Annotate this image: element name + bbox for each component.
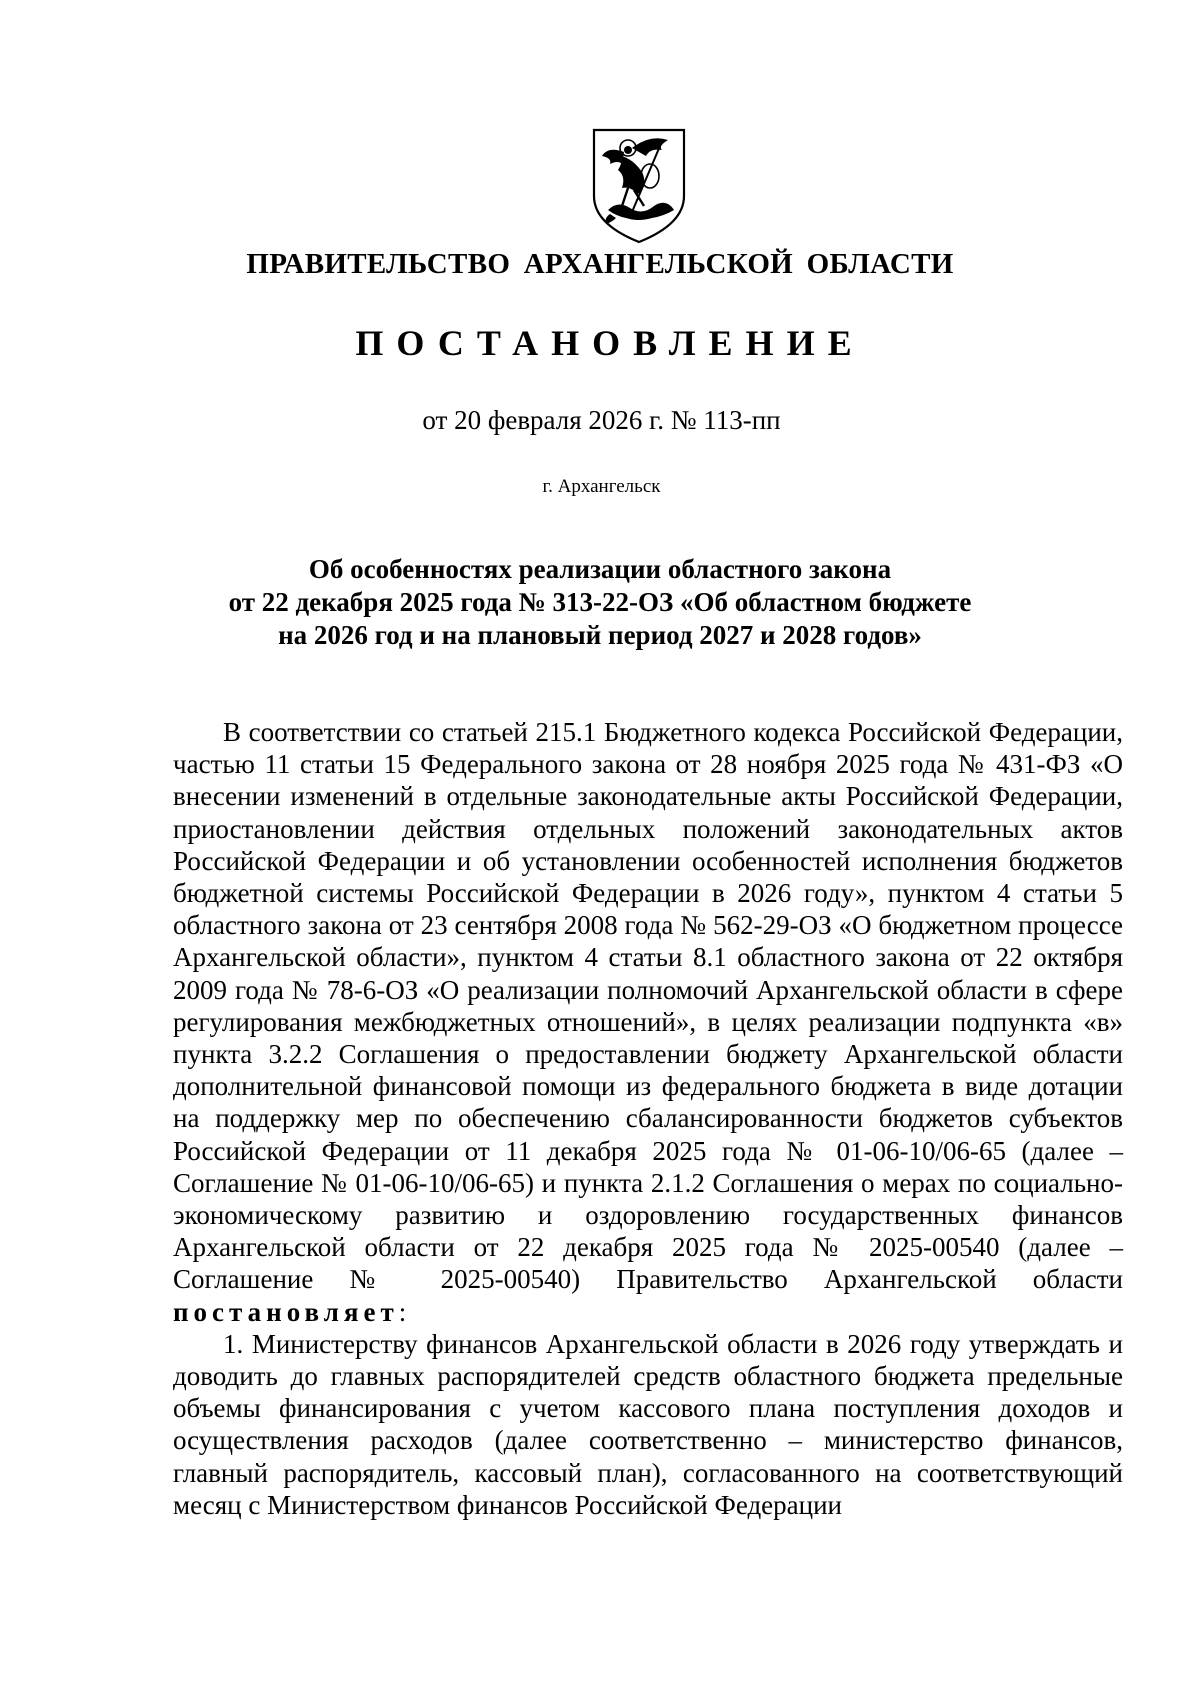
document-city: г. Архангельск <box>542 476 661 497</box>
government-title: ПРАВИТЕЛЬСТВО АРХАНГЕЛЬСКОЙ ОБЛАСТИ <box>246 248 954 280</box>
decree-word: постановляет <box>173 1296 399 1327</box>
subject-line-3: на 2026 год и на плановый период 2027 и 2028 годов» <box>278 620 922 650</box>
preamble-text: В соответствии со статьей 215.1 Бюджетного кодекса Российской Федерации, частью 11 статьи 15 Федерального закона от 28 ноября 2025 года № 431-ФЗ «О внесении изменений в отдельные законодательные акты Российской Федерации, приостановлении действия отдельных положений законодательных актов Российской Федерации и об установлении особенностей исполнения бюджетов бюджетной системы Российской Федерации в 2026 году», пунктом 4 статьи 5 областного закона от 23 сентября 2008 года № 562-29-ОЗ «О бюджетном процессе Архангельской области», пунктом 4 статьи 8.1 областного закона от 22 октября 2009 года № 78-6-ОЗ «О реализации полномочий Архангельской области в сфере регулирования межбюджетных отношений», в целях реализации подпункта «в» пункта 3.2.2 Соглашения о предоставлении бюджету Архангельской области дополнительной финансовой помощи из федерального бюджета в виде дотации на поддержку мер по обеспечению сбалансированности бюджетов субъектов Российской Федерации от 11 декабря 2025 года № 01-06-10/06-65 (далее – Соглашение № 01-06-10/06-65) и пункта 2.1.2 Соглашения о мерах по социально-экономическому развитию и оздоровлению государственных финансов Архангельской области от 22 декабря 2025 года № 2025-00540 (далее – Соглашение № 2025-00540) Правительство Архангельской области <box>173 717 1123 1295</box>
document-subject <box>0 553 1200 652</box>
coat-of-arms-icon <box>588 126 690 246</box>
document-date-number: от 20 февраля 2026 г. № 113-пп <box>422 405 781 435</box>
item-1-paragraph: 1. Министерству финансов Архангельской области в 2026 году утверждать и доводить до главных распорядителей средств областного бюджета предельные объемы финансирования с учетом кассового плана поступления доходов и осуществления расходов (далее соответственно – министерство финансов, главный распорядитель, кассовый план), согласованного на соответствующий месяц с Министерством финансов Российской Федерации <box>173 1328 1123 1520</box>
subject-line-1: Об особенностях реализации областного закона <box>308 554 892 584</box>
subject-line-2: от 22 декабря 2025 года № 313-22-ОЗ «Об областном бюджете <box>228 587 972 617</box>
document-type-heading: ПОСТАНОВЛЕНИЕ <box>355 323 865 363</box>
decree-colon: : <box>398 1296 407 1327</box>
preamble-paragraph <box>173 716 1123 1328</box>
document-body <box>173 716 1123 1521</box>
